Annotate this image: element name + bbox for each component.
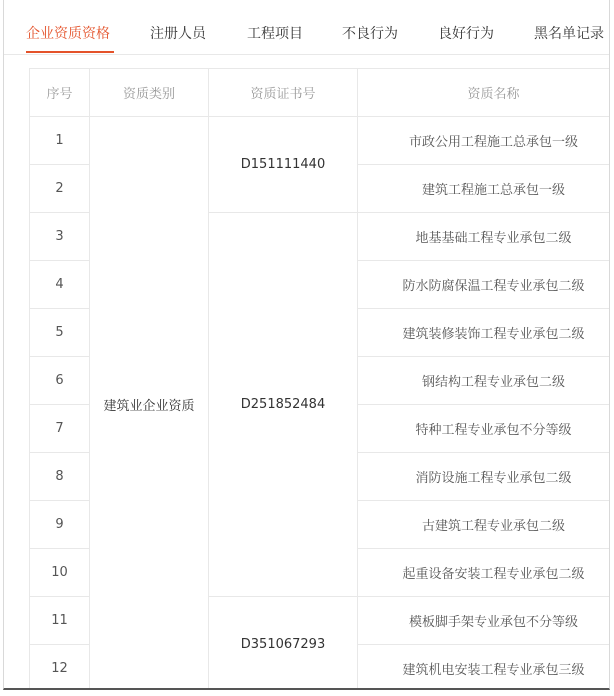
qualification-table — [29, 68, 610, 690]
qualification-name: 防水防腐保温工程专业承包二级 — [358, 261, 611, 309]
qualification-name: 特种工程专业承包不分等级 — [358, 405, 611, 453]
header-qualification-name: 资质名称 — [358, 69, 611, 117]
qualification-name: 钢结构工程专业承包二级 — [358, 357, 611, 405]
qualification-name: 建筑装修装饰工程专业承包二级 — [358, 309, 611, 357]
header-certificate-number: 资质证书号 — [209, 69, 358, 117]
tab-registered-personnel[interactable]: 注册人员 — [150, 26, 206, 42]
row-index: 8 — [30, 453, 90, 501]
row-index: 6 — [30, 357, 90, 405]
certificate-number: D351067293 — [209, 597, 358, 691]
row-index: 3 — [30, 213, 90, 261]
qualification-name: 地基基础工程专业承包二级 — [358, 213, 611, 261]
qualification-name: 古建筑工程专业承包二级 — [358, 501, 611, 549]
row-index: 11 — [30, 597, 90, 645]
tab-good-behavior[interactable]: 良好行为 — [438, 26, 494, 42]
row-index: 5 — [30, 309, 90, 357]
tab-blacklist-records[interactable]: 黑名单记录 — [534, 26, 604, 42]
qualification-name: 模板脚手架专业承包不分等级 — [358, 597, 611, 645]
row-index: 12 — [30, 645, 90, 691]
qualification-panel — [3, 0, 610, 690]
certificate-number: D151111440 — [209, 117, 358, 213]
row-index: 4 — [30, 261, 90, 309]
row-index: 9 — [30, 501, 90, 549]
tab-engineering-projects[interactable]: 工程项目 — [247, 26, 303, 42]
row-index: 1 — [30, 117, 90, 165]
header-category: 资质类别 — [90, 69, 209, 117]
qualification-name: 起重设备安装工程专业承包二级 — [358, 549, 611, 597]
active-tab-indicator — [26, 51, 114, 53]
qualification-name: 市政公用工程施工总承包一级 — [358, 117, 611, 165]
row-index: 2 — [30, 165, 90, 213]
header-index: 序号 — [30, 69, 90, 117]
tab-enterprise-qualification[interactable]: 企业资质资格 — [26, 26, 110, 42]
tab-bar — [4, 0, 609, 55]
row-index: 10 — [30, 549, 90, 597]
qualification-name: 消防设施工程专业承包二级 — [358, 453, 611, 501]
qualification-category: 建筑业企业资质 — [90, 117, 209, 691]
tab-bad-behavior[interactable]: 不良行为 — [342, 26, 398, 42]
certificate-number: D251852484 — [209, 213, 358, 597]
qualification-name: 建筑机电安装工程专业承包三级 — [358, 645, 611, 691]
table-header-row — [30, 69, 611, 117]
row-index: 7 — [30, 405, 90, 453]
table-row — [30, 117, 611, 165]
qualification-name: 建筑工程施工总承包一级 — [358, 165, 611, 213]
